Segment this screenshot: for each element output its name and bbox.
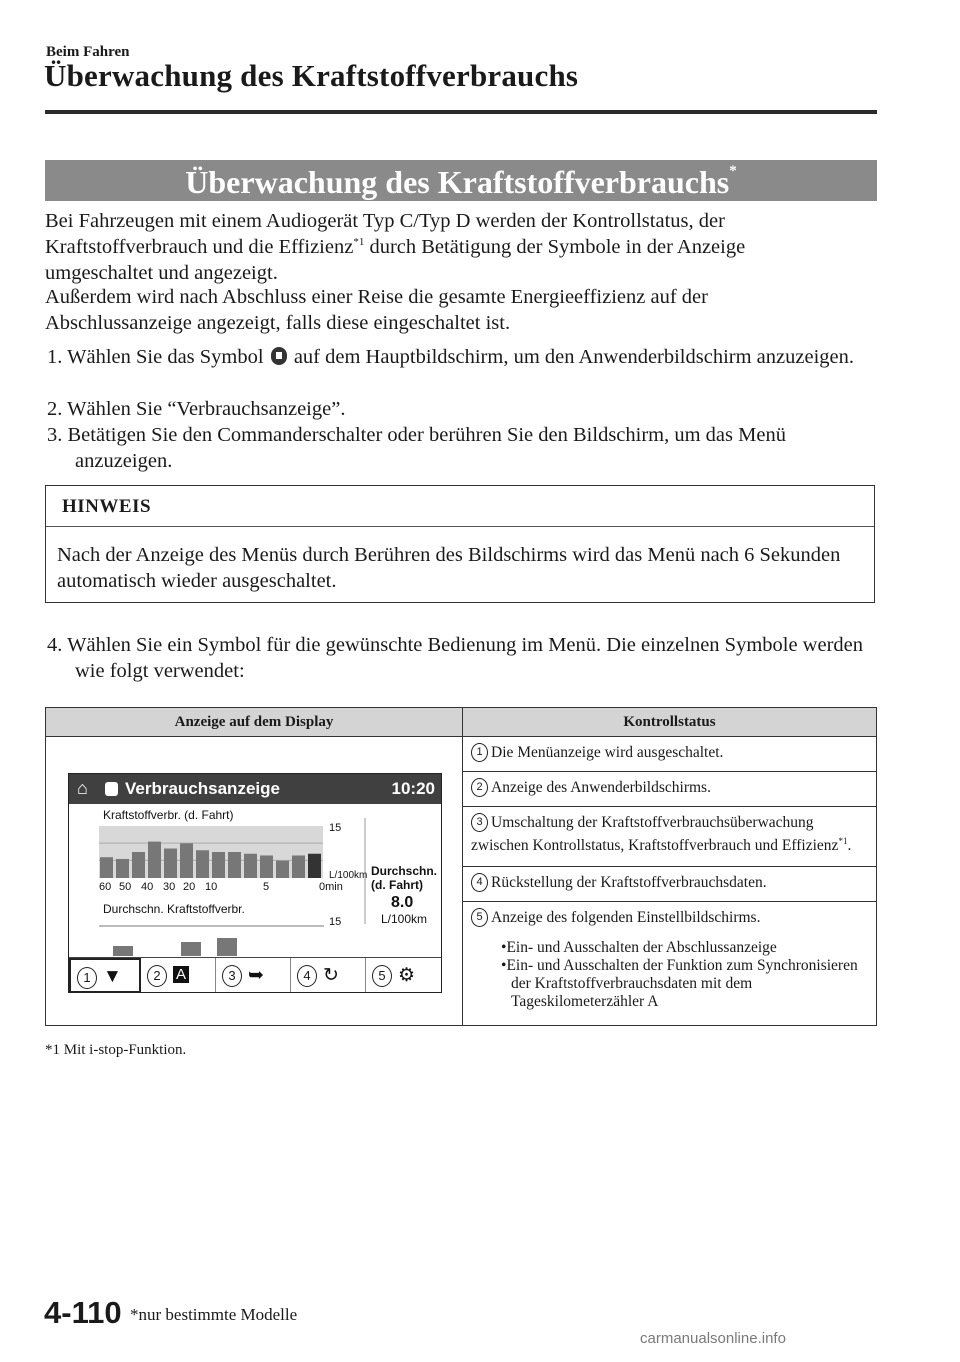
footnote-ref: *1 <box>838 835 848 846</box>
callout-5: 5 <box>471 908 488 927</box>
x-tick-label: 50 <box>119 881 132 893</box>
status-text: Anzeige des folgenden Einstellbildschirms. <box>491 909 761 926</box>
intro-line: Abschlussanzeige angezeigt, falls diese eingeschaltet ist. <box>45 312 511 334</box>
fuel-bar <box>244 854 257 878</box>
status-row-4 <box>463 867 877 902</box>
fuel-monitor-screen <box>68 773 442 993</box>
fuel-bar <box>292 855 305 878</box>
callout-4: 4 <box>471 873 488 892</box>
display-cell <box>46 737 463 1026</box>
avg-value: 8.0 <box>391 894 414 911</box>
fuel-bar <box>260 855 273 878</box>
menu-close-button[interactable] <box>69 958 141 993</box>
intro-line: Bei Fahrzeugen mit einem Audiogerät Typ C/Typ D werden der Kontrollstatus, der <box>45 210 725 232</box>
screen-menu-bar <box>69 957 441 993</box>
lower-bar <box>113 946 133 956</box>
status-text: Umschaltung der Kraftstoffverbrauchsüberwachung zwischen Kontrollstatus, Kraftstoffverbrauch und Effizienz <box>471 813 839 854</box>
intro-line: umgeschaltet und angezeigt. <box>45 262 278 284</box>
user-screen-button[interactable] <box>141 958 216 993</box>
fuel-bar <box>180 843 193 878</box>
fuel-bar <box>308 854 321 878</box>
screen-time: 10:20 <box>391 779 435 798</box>
status-bullet: •Ein- und Ausschalten der Abschlussanzeige <box>501 939 777 956</box>
footnote: *1 Mit i-stop-Funktion. <box>45 1042 187 1058</box>
chart-label: Kraftstoffverbr. (d. Fahrt) <box>103 808 234 822</box>
step-3: 3. Betätigen Sie den Commanderschalter oder berühren Sie den Bildschirm, um das Menü anzuzeigen. <box>47 424 786 472</box>
callout-1: 1 <box>471 743 488 762</box>
intro-paragraph-2 <box>45 284 877 336</box>
callout-3: 3 <box>222 965 242 987</box>
switch-icon: ➥ <box>248 965 264 986</box>
note-divider <box>46 526 874 527</box>
lower-chart <box>99 916 359 956</box>
status-text-tail: . <box>847 836 852 854</box>
status-bullet: •Ein- und Ausschalten der Funktion zum Synchronisieren der Kraftstoffverbrauchsdaten mit dem Tageskilometerzähler A <box>501 957 858 1010</box>
x-tick-label: 10 <box>205 881 218 893</box>
intro-line: Außerdem wird nach Abschluss einer Reise die gesamte Energieeffizienz auf der <box>45 286 708 308</box>
avg-unit: L/100km <box>381 912 428 926</box>
bullet-text: Ein- und Ausschalten der Abschlussanzeige <box>506 939 777 956</box>
fuel-bar <box>132 852 145 878</box>
status-text: Die Menüanzeige wird ausgeschaltet. <box>491 744 724 761</box>
reset-button[interactable] <box>291 958 366 993</box>
banner-star: * <box>729 163 737 179</box>
callout-1: 1 <box>77 967 97 989</box>
title-rule <box>45 110 877 114</box>
chevron-down-icon: ▼ <box>103 966 122 987</box>
callout-4: 4 <box>297 965 317 987</box>
fuel-bar <box>148 842 161 878</box>
status-row-3 <box>463 806 877 867</box>
section-label: Beim Fahren <box>46 44 130 60</box>
avg-label-1: Durchschn. <box>371 864 438 878</box>
note-text: Nach der Anzeige des Menüs durch Berühren des Bildschirms wird das Menü nach 6 Sekunden automatisch wieder ausgeschaltet. <box>57 544 841 592</box>
chart-unit: L/100km <box>329 870 368 881</box>
step-2: 2. Wählen Sie “Verbrauchsanzeige”. <box>47 398 346 420</box>
settings-button[interactable] <box>366 958 441 993</box>
home-icon[interactable]: ⌂ <box>77 778 88 798</box>
table-header-display: Anzeige auf dem Display <box>46 708 463 737</box>
step-1-text-b: auf dem Hauptbildschirm, um den Anwenderbildschirm anzuzeigen. <box>288 346 854 368</box>
lower-chart-y-max: 15 <box>329 916 342 928</box>
page-note: *nur bestimmte Modelle <box>130 1305 298 1324</box>
x-tick-label: 5 <box>263 881 270 893</box>
avg-label-2: (d. Fahrt) <box>371 878 423 892</box>
x-tick-label: 60 <box>99 881 112 893</box>
callout-2: 2 <box>147 965 167 987</box>
callout-5: 5 <box>372 965 392 987</box>
intro-line: Kraftstoffverbrauch und die Effizienz <box>45 236 354 258</box>
user-screen-icon: A <box>173 966 189 983</box>
chart-y-max: 15 <box>329 822 342 834</box>
page-title: Überwachung des Kraftstoffverbrauchs <box>44 58 579 93</box>
status-text: Anzeige des Anwenderbildschirms. <box>491 778 711 796</box>
note-box <box>45 485 875 603</box>
gear-icon: ⚙ <box>398 965 416 986</box>
callout-3: 3 <box>471 813 488 832</box>
lower-chart-label: Durchschn. Kraftstoffverbr. <box>103 902 245 916</box>
reset-icon: ↻ <box>323 965 339 986</box>
step-1-text-a: 1. Wählen Sie das Symbol <box>47 346 269 368</box>
lower-bar <box>181 942 201 956</box>
fuel-bar <box>116 859 129 878</box>
fuel-bar <box>212 852 225 878</box>
fuel-bar <box>276 861 289 878</box>
screen-title: Verbrauchsanzeige <box>125 779 280 798</box>
x-tick-label: 40 <box>141 881 154 893</box>
user-screen-icon <box>271 347 287 365</box>
step-4: 4. Wählen Sie ein Symbol für die gewünschte Bedienung im Menü. Die einzelnen Symbole werden wie folgt verwendet: <box>47 634 864 682</box>
fuel-bar <box>228 852 241 878</box>
intro-paragraph-1 <box>45 208 877 286</box>
symbol-table <box>45 707 877 1026</box>
callout-2: 2 <box>471 778 488 797</box>
note-heading: HINWEIS <box>62 496 152 517</box>
x-tick-label: 30 <box>163 881 176 893</box>
switch-button[interactable] <box>216 958 291 993</box>
table-header-status: Kontrollstatus <box>463 708 877 737</box>
status-text: Rückstellung der Kraftstoffverbrauchsdaten. <box>491 874 767 892</box>
status-row-2 <box>463 771 877 806</box>
fuel-bar <box>164 849 177 878</box>
fuel-bar <box>196 850 209 878</box>
watermark: carmanualsonline.info <box>640 1330 786 1347</box>
intro-line: durch Betätigung der Symbole in der Anzeige <box>364 236 746 258</box>
step-1 <box>47 344 879 370</box>
bullet-text: Ein- und Ausschalten der Funktion zum Synchronisieren der Kraftstoffverbrauchsdaten mit dem Tageskilometerzähler A <box>506 957 858 1010</box>
page-number: 4-110 <box>44 1295 122 1330</box>
status-row-1 <box>463 737 877 772</box>
lower-bar <box>217 938 237 956</box>
footnote-ref: *1 <box>353 236 365 248</box>
banner-title: Überwachung des Kraftstoffverbrauchs <box>185 164 730 200</box>
status-row-5 <box>463 902 877 1026</box>
section-banner <box>45 160 877 201</box>
fuel-bar <box>100 857 113 878</box>
x-tick-label: 20 <box>183 881 196 893</box>
x-tick-label: 0min <box>319 881 343 893</box>
